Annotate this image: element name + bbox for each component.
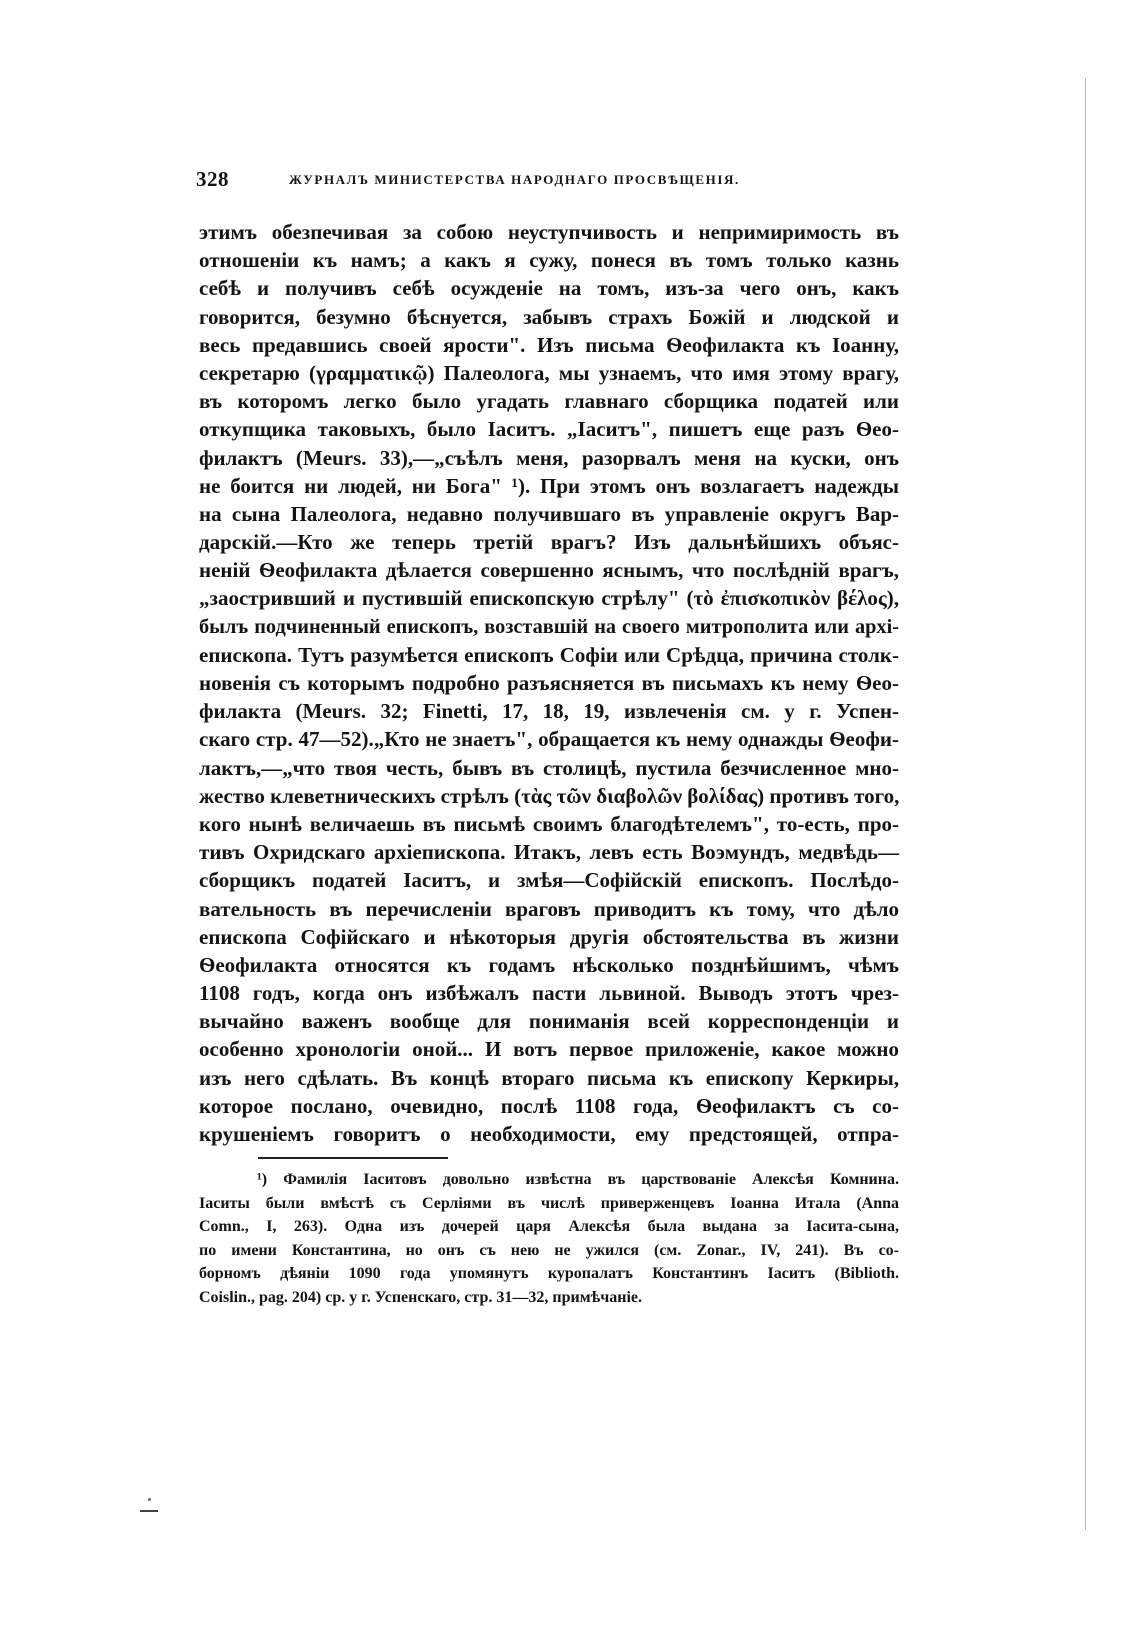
page-edge-line [1085, 78, 1086, 1530]
text-line: филакта (Meurs. 32; Finetti, 17, 18, 19, извлеченія см. у г. Успен- [199, 699, 899, 724]
text-line: дарскій.—Кто же теперь третій врагъ? Изъ дальнѣйшихъ объяс- [199, 530, 899, 555]
footnote-line: ¹) Фамилія Іаситовъ довольно извѣстна въ царствованіе Алексѣя Комнина. [257, 1171, 899, 1188]
text-line: вычайно важенъ вообще для пониманія всей корреспонденціи и [199, 1009, 899, 1034]
text-line: тивъ Охридскаго архіепископа. Итакъ, левъ есть Воэмундъ, медвѣдь— [199, 840, 899, 865]
text-line: епископа. Тутъ разумѣется епископъ Софіи или Срѣдца, причина столк- [199, 642, 899, 667]
text-line: особенно хронологіи оной... И вотъ первое приложеніе, какое можно [199, 1037, 899, 1062]
text-line: кого нынѣ величаешь въ письмѣ своимъ благодѣтелемъ", то-есть, про- [199, 811, 899, 836]
margin-speck [148, 1498, 151, 1501]
text-line: филактъ (Meurs. 33),—„съѣлъ меня, разорвалъ меня на куски, онъ [199, 445, 899, 470]
text-line: лактъ,—„что твоя честь, бывъ въ столицѣ, пустила безчисленное мно- [199, 755, 899, 780]
text-line: секретарю (γραμματικῷ) Палеолога, мы узнаемъ, что имя этому врагу, [199, 360, 899, 385]
text-line: откупщика таковыхъ, было Іаситъ. „Іаситъ", пишетъ еще разъ Ѳео- [199, 417, 899, 442]
footnote-line: по имени Константина, но онъ съ нею не ужился (см. Zonar., IV, 241). Въ со- [199, 1241, 899, 1259]
text-line: жество клеветническихъ стрѣлъ (τὰς τῶν διαβολῶν βολίδας) противъ того, [199, 783, 900, 808]
text-line: „заостривший и пустившій епископскую стрѣлу" (τὸ ἐπισκοπικὸν βέλος), [199, 586, 899, 611]
text-line: скаго стр. 47—52).„Кто не знаетъ", обращается къ нему однажды Ѳеофи- [199, 727, 899, 752]
text-line: на сына Палеолога, недавно получившаго въ управленіе округъ Вар- [199, 501, 899, 526]
margin-mark [140, 1510, 158, 1512]
text-line: въ которомъ легко было угадать главнаго сборщика податей или [199, 389, 899, 414]
text-line: сборщикъ податей Іаситъ, и змѣя—Софійскій епископъ. Послѣдо- [199, 868, 899, 893]
text-line: новенія съ которымъ подробно разъясняется въ письмахъ къ нему Ѳео- [199, 671, 899, 695]
text-line: отношеніи къ намъ; а какъ я сужу, понеся въ томъ только казнь [199, 248, 899, 273]
text-line: неній Ѳеофилакта дѣлается совершенно яснымъ, что послѣдній врагъ, [199, 558, 899, 583]
text-line: изъ него сдѣлать. Въ концѣ втораго письма къ епископу Керкиры, [199, 1065, 899, 1090]
page-header [196, 168, 906, 193]
footnote-block [199, 1168, 899, 1309]
footnote-line: Comn., I, 263). Одна изъ дочерей царя Алексѣя была выдана за Іасита-сына, [199, 1218, 899, 1235]
text-line: говорится, безумно бѣснуется, забывъ страхъ Божій и людской и [199, 304, 899, 329]
page-number: 328 [196, 167, 229, 191]
text-line: которое послано, очевидно, послѣ 1108 года, Ѳеофилактъ съ со- [199, 1093, 899, 1118]
footnote-line: Іаситы были вмѣстѣ съ Серліями въ числѣ приверженцевъ Іоанна Итала (Anna [199, 1194, 899, 1212]
footnote-line: Coislin., pag. 204) ср. у г. Успенскаго, стр. 31—32, примѣчаніе. [199, 1288, 642, 1306]
running-title: ЖУРНАЛЪ МИНИСТЕРСТВА НАРОДНАГО ПРОСВѢЩЕНІЯ. [289, 172, 740, 187]
text-line: весь предавшись своей ярости". Изъ письма Ѳеофилакта къ Іоанну, [199, 332, 899, 357]
text-line: себѣ и получивъ себѣ осужденіе на томъ, изъ-за чего онъ, какъ [199, 276, 899, 301]
text-line: не боится ни людей, ни Бога" ¹). При этомъ онъ возлагаетъ надежды [199, 473, 899, 498]
text-line: 1108 годъ, когда онъ избѣжалъ пасти львиной. Выводъ этотъ чрез- [199, 981, 899, 1006]
text-line: этимъ обезпечивая за собою неуступчивость и непримиримость въ [199, 220, 899, 244]
main-text [199, 218, 899, 1148]
text-line: вательность въ перечисленіи враговъ приводитъ къ тому, что дѣло [199, 896, 899, 921]
text-line: крушеніемъ говоритъ о необходимости, ему предстоящей, отпра- [199, 1122, 899, 1146]
footnote-divider [258, 1157, 448, 1159]
text-line: былъ подчиненный епископъ, возставшій на своего митрополита или архі- [199, 615, 899, 638]
text-line: епископа Софійскаго и нѣкоторыя другія обстоятельства въ жизни [199, 924, 899, 949]
text-line: Ѳеофилакта относятся къ годамъ нѣсколько позднѣйшимъ, чѣмъ [199, 952, 899, 977]
footnote-line: борномъ дѣяніи 1090 года упомянутъ куропалатъ Константинъ Іаситъ (Biblioth. [199, 1265, 899, 1282]
